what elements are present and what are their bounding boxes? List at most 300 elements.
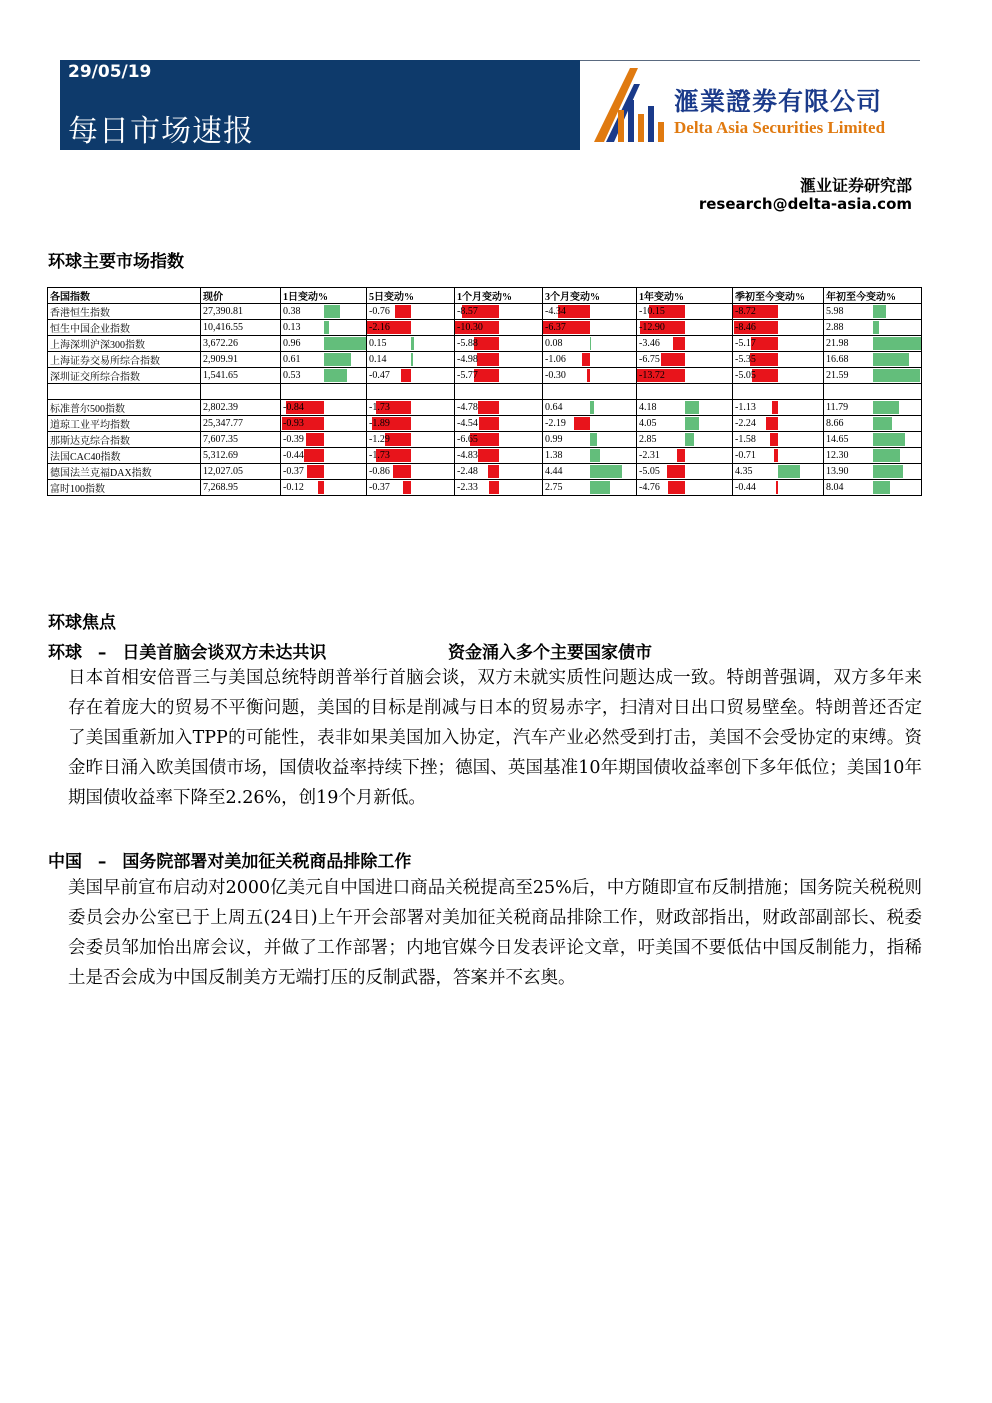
change-cell bbox=[824, 432, 922, 448]
cell-value: 14.65 bbox=[826, 434, 849, 445]
positive-bar bbox=[324, 305, 341, 318]
cell-value: -4.54 bbox=[457, 418, 478, 429]
change-cell bbox=[733, 432, 824, 448]
change-cell bbox=[733, 480, 824, 496]
change-cell bbox=[455, 480, 543, 496]
table-row bbox=[48, 432, 922, 448]
positive-bar bbox=[411, 353, 414, 366]
cell-value: 0.64 bbox=[545, 402, 563, 413]
cell-value: 5.98 bbox=[826, 306, 844, 317]
cell-value: -0.44 bbox=[735, 482, 756, 493]
cell-value: 1,541.65 bbox=[203, 370, 238, 381]
cell-value: 道琼工业平均指数 bbox=[50, 420, 130, 431]
change-cell bbox=[733, 464, 824, 480]
cell-value: -2.16 bbox=[369, 322, 390, 333]
logo-english-name: Delta Asia Securities Limited bbox=[674, 118, 886, 137]
news-dash: – bbox=[97, 852, 107, 872]
cell-value: 12.30 bbox=[826, 450, 849, 461]
change-cell bbox=[455, 336, 543, 352]
positive-bar bbox=[685, 401, 699, 414]
price-cell bbox=[201, 352, 281, 368]
change-cell bbox=[543, 336, 637, 352]
change-cell bbox=[367, 368, 455, 384]
price-cell bbox=[201, 368, 281, 384]
col-header: 年初至今变动% bbox=[824, 288, 922, 304]
cell-value: -8.57 bbox=[457, 306, 478, 317]
positive-bar bbox=[590, 433, 597, 446]
change-cell bbox=[367, 320, 455, 336]
col-header: 1年变动% bbox=[637, 288, 733, 304]
cell-value: 标准普尔500指数 bbox=[50, 404, 125, 415]
news-headline-global bbox=[48, 638, 652, 663]
report-date: 29/05/19 bbox=[68, 62, 152, 82]
negative-bar bbox=[393, 465, 410, 478]
change-cell bbox=[824, 304, 922, 320]
cell-value: 深圳证交所综合指数 bbox=[50, 372, 140, 383]
cell-value: 0.61 bbox=[283, 354, 301, 365]
cell-value: -1.73 bbox=[369, 402, 390, 413]
news-headline: 日美首脑会谈双方未达共识 bbox=[122, 643, 327, 663]
table-row bbox=[48, 336, 922, 352]
index-name-cell bbox=[48, 320, 201, 336]
change-cell bbox=[733, 336, 824, 352]
cell-value: 3,672.26 bbox=[203, 338, 238, 349]
cell-value: -2.19 bbox=[545, 418, 566, 429]
change-cell bbox=[543, 400, 637, 416]
cell-value: 0.15 bbox=[369, 338, 387, 349]
change-cell bbox=[824, 400, 922, 416]
cell-value: -10.15 bbox=[639, 306, 665, 317]
cell-value: -5.35 bbox=[735, 354, 756, 365]
cell-value: 上海证券交易所综合指数 bbox=[50, 356, 160, 367]
change-cell bbox=[637, 352, 733, 368]
change-cell bbox=[281, 480, 367, 496]
change-cell bbox=[543, 432, 637, 448]
col-header: 3个月变动% bbox=[543, 288, 637, 304]
change-cell bbox=[637, 480, 733, 496]
positive-bar bbox=[685, 417, 699, 430]
change-cell bbox=[733, 368, 824, 384]
price-cell bbox=[201, 336, 281, 352]
change-cell bbox=[367, 416, 455, 432]
negative-bar bbox=[766, 417, 778, 430]
price-cell bbox=[201, 480, 281, 496]
change-cell bbox=[733, 352, 824, 368]
change-cell bbox=[824, 336, 922, 352]
cell-value: -0.71 bbox=[735, 450, 756, 461]
negative-bar bbox=[667, 465, 684, 478]
price-cell bbox=[201, 304, 281, 320]
cell-value: -6.65 bbox=[457, 434, 478, 445]
table-row bbox=[48, 448, 922, 464]
col-header: 1个月变动% bbox=[455, 288, 543, 304]
cell-value: -0.37 bbox=[369, 482, 390, 493]
change-cell bbox=[543, 480, 637, 496]
cell-value: -5.88 bbox=[457, 338, 478, 349]
change-cell bbox=[455, 352, 543, 368]
positive-bar bbox=[590, 401, 595, 414]
negative-bar bbox=[318, 481, 323, 494]
cell-value: -0.93 bbox=[283, 418, 304, 429]
table-body bbox=[48, 304, 922, 496]
cell-value: -1.73 bbox=[369, 450, 390, 461]
col-header: 1日变动% bbox=[281, 288, 367, 304]
price-cell bbox=[201, 320, 281, 336]
cell-value: 4.05 bbox=[639, 418, 657, 429]
cell-value: 13.90 bbox=[826, 466, 849, 477]
change-cell bbox=[455, 432, 543, 448]
negative-bar bbox=[774, 449, 778, 462]
cell-value: 16.68 bbox=[826, 354, 849, 365]
news-headline-secondary: 资金涌入多个主要国家债市 bbox=[448, 643, 652, 663]
change-cell bbox=[637, 416, 733, 432]
change-cell bbox=[733, 416, 824, 432]
cell-value: 4.44 bbox=[545, 466, 563, 477]
index-name-cell bbox=[48, 448, 201, 464]
negative-bar bbox=[403, 481, 410, 494]
cell-value: -4.34 bbox=[545, 306, 566, 317]
positive-bar bbox=[873, 321, 879, 334]
cell-value: 8.66 bbox=[826, 418, 844, 429]
cell-value: 德国法兰克福DAX指数 bbox=[50, 468, 152, 479]
cell-value: 4.18 bbox=[639, 402, 657, 413]
cell-value: -5.05 bbox=[639, 466, 660, 477]
change-cell bbox=[543, 368, 637, 384]
index-name-cell bbox=[48, 480, 201, 496]
change-cell bbox=[367, 352, 455, 368]
cell-value: -0.12 bbox=[283, 482, 304, 493]
change-cell bbox=[543, 416, 637, 432]
change-cell bbox=[281, 432, 367, 448]
cell-value: 法国CAC40指数 bbox=[50, 452, 121, 463]
cell-value: -12.90 bbox=[639, 322, 665, 333]
negative-bar bbox=[587, 369, 589, 382]
positive-bar bbox=[873, 481, 891, 494]
cell-value: -5.17 bbox=[735, 338, 756, 349]
col-header: 各国指数 bbox=[48, 288, 201, 304]
change-cell bbox=[543, 464, 637, 480]
cell-value: -4.78 bbox=[457, 402, 478, 413]
change-cell bbox=[637, 448, 733, 464]
table-row bbox=[48, 480, 922, 496]
positive-bar bbox=[324, 369, 347, 382]
index-name-cell bbox=[48, 368, 201, 384]
cell-value: 上海深圳沪深300指数 bbox=[50, 340, 145, 351]
positive-bar bbox=[685, 433, 695, 446]
change-cell bbox=[455, 304, 543, 320]
report-title: 每日市场速报 bbox=[68, 114, 254, 149]
change-cell bbox=[733, 304, 824, 320]
cell-value: 0.14 bbox=[369, 354, 387, 365]
cell-value: -0.76 bbox=[369, 306, 390, 317]
change-cell bbox=[281, 352, 367, 368]
positive-bar bbox=[590, 449, 600, 462]
negative-bar bbox=[574, 417, 590, 430]
table-row bbox=[48, 416, 922, 432]
news-dash: – bbox=[97, 643, 107, 663]
table-row bbox=[48, 368, 922, 384]
table-header-row bbox=[48, 288, 922, 304]
cell-value: 2.85 bbox=[639, 434, 657, 445]
table-row bbox=[48, 320, 922, 336]
change-cell bbox=[455, 368, 543, 384]
cell-value: -2.33 bbox=[457, 482, 478, 493]
cell-value: -5.77 bbox=[457, 370, 478, 381]
header-rule bbox=[580, 60, 920, 61]
negative-bar bbox=[489, 481, 499, 494]
change-cell bbox=[367, 336, 455, 352]
cell-value: -4.98 bbox=[457, 354, 478, 365]
negative-bar bbox=[772, 401, 778, 414]
table-row bbox=[48, 464, 922, 480]
positive-bar bbox=[873, 401, 899, 414]
change-cell bbox=[637, 464, 733, 480]
change-cell bbox=[455, 464, 543, 480]
cell-value: -0.47 bbox=[369, 370, 390, 381]
change-cell bbox=[543, 448, 637, 464]
cell-value: -0.39 bbox=[283, 434, 304, 445]
change-cell bbox=[367, 448, 455, 464]
change-cell bbox=[281, 336, 367, 352]
change-cell bbox=[455, 384, 543, 400]
cell-value: 0.99 bbox=[545, 434, 563, 445]
change-cell bbox=[733, 448, 824, 464]
change-cell bbox=[281, 464, 367, 480]
positive-bar bbox=[590, 465, 622, 478]
logo-chinese-name: 滙業證劵有限公司 bbox=[674, 87, 883, 116]
header-banner bbox=[60, 60, 580, 150]
change-cell bbox=[367, 400, 455, 416]
logo-mark-icon bbox=[592, 66, 672, 146]
cell-value: 0.96 bbox=[283, 338, 301, 349]
cell-value: -1.29 bbox=[369, 434, 390, 445]
cell-value: -1.06 bbox=[545, 354, 566, 365]
change-cell bbox=[281, 384, 367, 400]
cell-value: 2,802.39 bbox=[203, 402, 238, 413]
negative-bar bbox=[304, 449, 323, 462]
positive-bar bbox=[873, 337, 922, 350]
cell-value: -6.75 bbox=[639, 354, 660, 365]
positive-bar bbox=[873, 433, 905, 446]
negative-bar bbox=[677, 449, 685, 462]
negative-bar bbox=[306, 433, 323, 446]
change-cell bbox=[281, 368, 367, 384]
cell-value: -1.58 bbox=[735, 434, 756, 445]
change-cell bbox=[367, 432, 455, 448]
negative-bar bbox=[478, 401, 498, 414]
cell-value: 2.88 bbox=[826, 322, 844, 333]
change-cell bbox=[637, 336, 733, 352]
change-cell bbox=[637, 304, 733, 320]
cell-value: 25,347.77 bbox=[203, 418, 243, 429]
cell-value: 0.08 bbox=[545, 338, 563, 349]
cell-value: 21.98 bbox=[826, 338, 849, 349]
change-cell bbox=[637, 368, 733, 384]
positive-bar bbox=[324, 353, 351, 366]
cell-value: 0.53 bbox=[283, 370, 301, 381]
news-body-china: 美国早前宣布启动对2000亿美元自中国进口商品关税提高至25%后，中方随即宣布反制措施；国务院关税税则委员会办公室已于上周五(24日)上午开会部署对美加征关税商品排除工作，财政部指出，财政部副部长、税委会委员邹加怡出席会议，并做了工作部署；内地官媒今日发表评论文章，吁美国不要低估中国反制能力，指稀土是否会成为中国反制美方无端打压的反制武器，答案并不玄奥。 bbox=[68, 878, 922, 988]
cell-value: 1.38 bbox=[545, 450, 563, 461]
positive-bar bbox=[324, 321, 330, 334]
positive-bar bbox=[778, 465, 800, 478]
negative-bar bbox=[582, 353, 590, 366]
index-name-cell bbox=[48, 384, 201, 400]
change-cell bbox=[824, 480, 922, 496]
change-cell bbox=[637, 400, 733, 416]
change-cell bbox=[281, 448, 367, 464]
price-cell bbox=[201, 384, 281, 400]
change-cell bbox=[637, 320, 733, 336]
cell-value: -13.72 bbox=[639, 370, 665, 381]
price-cell bbox=[201, 432, 281, 448]
change-cell bbox=[543, 352, 637, 368]
news-region: 中国 bbox=[48, 852, 82, 872]
negative-bar bbox=[668, 481, 684, 494]
cell-value: 8.04 bbox=[826, 482, 844, 493]
price-cell bbox=[201, 464, 281, 480]
department-label: 滙业证券研究部 bbox=[799, 176, 912, 195]
positive-bar bbox=[590, 481, 610, 494]
change-cell bbox=[543, 304, 637, 320]
news-headline: 国务院部署对美加征关税商品排除工作 bbox=[122, 852, 412, 872]
cell-value: 0.38 bbox=[283, 306, 301, 317]
cell-value: -0.84 bbox=[283, 402, 304, 413]
cell-value: 27,390.81 bbox=[203, 306, 243, 317]
change-cell bbox=[455, 400, 543, 416]
positive-bar bbox=[411, 337, 414, 350]
cell-value: -1.89 bbox=[369, 418, 390, 429]
negative-bar bbox=[401, 369, 410, 382]
change-cell bbox=[455, 416, 543, 432]
col-header: 季初至今变动% bbox=[733, 288, 824, 304]
cell-value: 11.79 bbox=[826, 402, 849, 413]
negative-bar bbox=[395, 305, 410, 318]
cell-value: -2.48 bbox=[457, 466, 478, 477]
markets-section-title: 环球主要市场指数 bbox=[48, 252, 184, 272]
positive-bar bbox=[873, 465, 904, 478]
index-name-cell bbox=[48, 304, 201, 320]
change-cell bbox=[733, 384, 824, 400]
change-cell bbox=[367, 304, 455, 320]
change-cell bbox=[824, 464, 922, 480]
change-cell bbox=[824, 368, 922, 384]
cell-value: 恒生中国企业指数 bbox=[50, 324, 130, 335]
negative-bar bbox=[770, 433, 778, 446]
negative-bar bbox=[307, 465, 323, 478]
cell-value: -0.86 bbox=[369, 466, 390, 477]
cell-value: -4.76 bbox=[639, 482, 660, 493]
cell-value: 香港恒生指数 bbox=[50, 308, 110, 319]
cell-value: -2.31 bbox=[639, 450, 660, 461]
contact-email[interactable]: research@delta-asia.com bbox=[698, 195, 912, 213]
positive-bar bbox=[873, 305, 886, 318]
index-name-cell bbox=[48, 352, 201, 368]
cell-value: 富时100指数 bbox=[50, 484, 105, 495]
index-name-cell bbox=[48, 336, 201, 352]
cell-value: 21.59 bbox=[826, 370, 849, 381]
cell-value: -3.46 bbox=[639, 338, 660, 349]
cell-value: -0.37 bbox=[283, 466, 304, 477]
change-cell bbox=[824, 320, 922, 336]
cell-value: -6.37 bbox=[545, 322, 566, 333]
change-cell bbox=[367, 384, 455, 400]
positive-bar bbox=[324, 337, 367, 350]
news-body-global: 日本首相安倍晋三与美国总统特朗普举行首脑会谈，双方未就实质性问题达成一致。特朗普强调，双方多年来存在着庞大的贸易不平衡问题，美国的目标是削减与日本的贸易赤字，扫清对日出口贸易壁垒。特朗普还否定了美国重新加入TPP的可能性，表非如果美国加入协定，汽车产业必然受到打击，美国不会受协定的束缚。资金昨日涌入欧美国债市场，国债收益率持续下挫；德国、英国基准10年期国债收益率创下多年低位；美国10年期国债收益率下降至2.26%，创19个月新低。 bbox=[68, 668, 922, 808]
table-row bbox=[48, 400, 922, 416]
change-cell bbox=[824, 352, 922, 368]
negative-bar bbox=[661, 353, 684, 366]
cell-value: -0.30 bbox=[545, 370, 566, 381]
cell-value: 12,027.05 bbox=[203, 466, 243, 477]
change-cell bbox=[367, 464, 455, 480]
market-index-table bbox=[47, 287, 922, 496]
negative-bar bbox=[478, 449, 498, 462]
negative-bar bbox=[673, 337, 685, 350]
positive-bar bbox=[873, 417, 892, 430]
change-cell bbox=[281, 400, 367, 416]
col-header: 现价 bbox=[201, 288, 281, 304]
cell-value: -0.44 bbox=[283, 450, 304, 461]
change-cell bbox=[637, 384, 733, 400]
negative-bar bbox=[488, 465, 498, 478]
change-cell bbox=[455, 320, 543, 336]
cell-value: 4.35 bbox=[735, 466, 753, 477]
negative-bar bbox=[477, 353, 498, 366]
cell-value: 7,268.95 bbox=[203, 482, 238, 493]
cell-value: 10,416.55 bbox=[203, 322, 243, 333]
cell-value: -10.30 bbox=[457, 322, 483, 333]
change-cell bbox=[824, 416, 922, 432]
change-cell bbox=[281, 304, 367, 320]
price-cell bbox=[201, 448, 281, 464]
change-cell bbox=[455, 448, 543, 464]
change-cell bbox=[733, 320, 824, 336]
change-cell bbox=[543, 320, 637, 336]
index-name-cell bbox=[48, 400, 201, 416]
positive-bar bbox=[590, 337, 591, 350]
index-name-cell bbox=[48, 416, 201, 432]
positive-bar bbox=[873, 449, 900, 462]
col-header: 5日变动% bbox=[367, 288, 455, 304]
change-cell bbox=[281, 320, 367, 336]
index-name-cell bbox=[48, 432, 201, 448]
change-cell bbox=[367, 480, 455, 496]
cell-value: -4.83 bbox=[457, 450, 478, 461]
change-cell bbox=[733, 400, 824, 416]
cell-value: 5,312.69 bbox=[203, 450, 238, 461]
news-headline-china bbox=[48, 847, 411, 872]
cell-value: 那斯达克综合指数 bbox=[50, 436, 130, 447]
positive-bar bbox=[873, 369, 921, 382]
price-cell bbox=[201, 416, 281, 432]
cell-value: 0.13 bbox=[283, 322, 301, 333]
cell-value: -8.46 bbox=[735, 322, 756, 333]
cell-value: -8.72 bbox=[735, 306, 756, 317]
cell-value: -1.13 bbox=[735, 402, 756, 413]
focus-section-title: 环球焦点 bbox=[48, 613, 116, 633]
change-cell bbox=[824, 384, 922, 400]
company-logo bbox=[592, 66, 922, 146]
cell-value: 7,607.35 bbox=[203, 434, 238, 445]
price-cell bbox=[201, 400, 281, 416]
cell-value: -5.05 bbox=[735, 370, 756, 381]
table-row bbox=[48, 304, 922, 320]
negative-bar bbox=[479, 417, 498, 430]
change-cell bbox=[281, 416, 367, 432]
table-row bbox=[48, 352, 922, 368]
table-spacer-row bbox=[48, 384, 922, 400]
cell-value: 2.75 bbox=[545, 482, 563, 493]
